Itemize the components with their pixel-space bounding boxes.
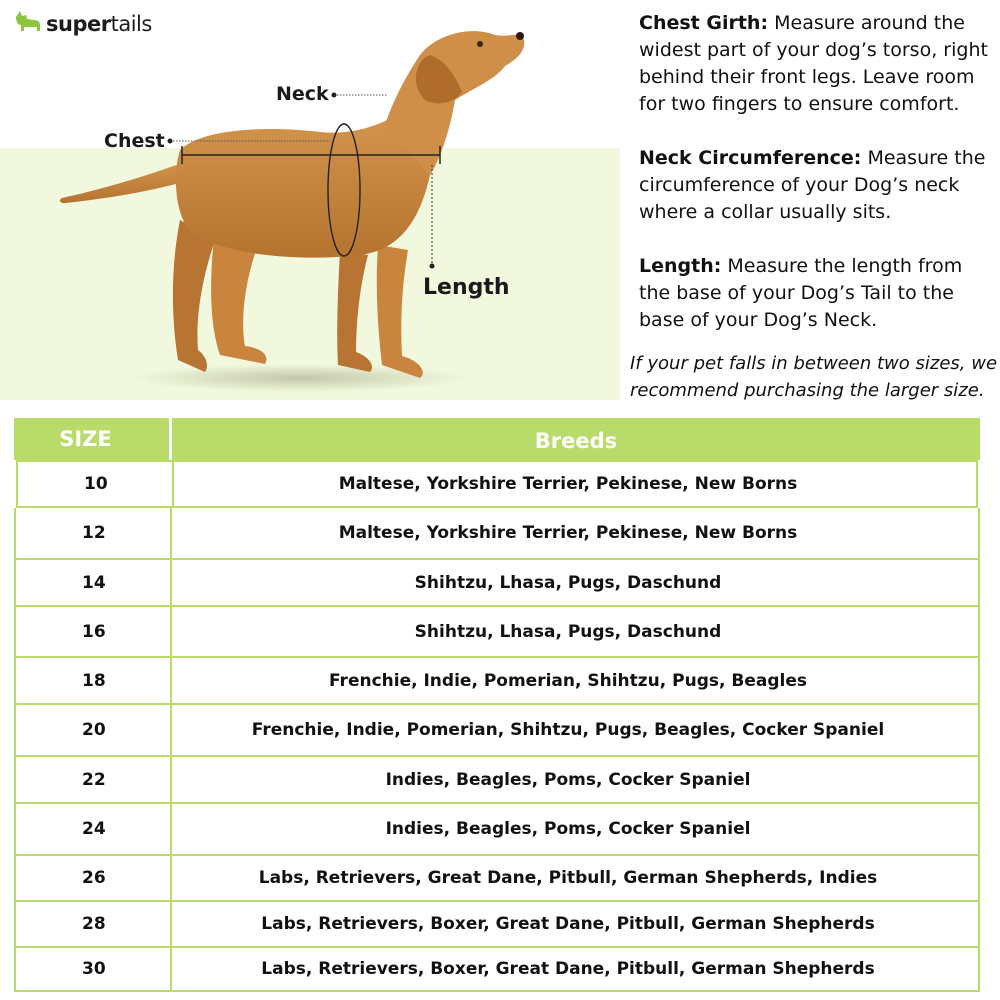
breeds-cell: Frenchie, Indie, Pomerian, Shihtzu, Pugs, Beagles, Cocker Spaniel	[251, 720, 885, 740]
size-cell: 26	[16, 856, 172, 900]
size-cell: 18	[16, 658, 172, 703]
size-cell: 22	[16, 757, 172, 802]
size-cell: 28	[16, 902, 172, 946]
breeds-cell: Indies, Beagles, Poms, Cocker Spaniel	[385, 819, 751, 839]
measurement-instructions	[639, 10, 999, 361]
table-row	[14, 560, 980, 607]
length-instruction: Length: Measure the length from the base of your Dog’s Tail to the base of your Dog’s Neck.	[639, 255, 963, 331]
dog-photo	[0, 0, 620, 400]
length-label: Length	[423, 275, 510, 300]
table-row	[14, 948, 980, 992]
size-cell: 14	[16, 560, 172, 605]
size-cell: 12	[16, 508, 172, 558]
chest-girth-instruction: Chest Girth: Measure around the widest part of your dog’s torso, right behind their front legs. Leave room for two fingers to ensure comfort.	[639, 12, 988, 115]
table-header	[14, 418, 980, 460]
breeds-cell: Shihtzu, Lhasa, Pugs, Daschund	[414, 572, 722, 593]
neck-label: Neck	[276, 83, 329, 105]
size-cell: 24	[16, 804, 172, 854]
size-cell: 30	[16, 948, 172, 990]
table-row	[14, 658, 980, 705]
size-cell: 20	[16, 705, 172, 755]
breeds-cell: Maltese, Yorkshire Terrier, Pekinese, New Borns	[338, 523, 798, 543]
breeds-cell: Labs, Retrievers, Boxer, Great Dane, Pitbull, German Shepherds	[261, 959, 875, 979]
breeds-column-header: Breeds	[534, 429, 618, 453]
breeds-cell: Maltese, Yorkshire Terrier, Pekinese, New Borns	[338, 474, 798, 494]
size-cell: 10	[18, 462, 174, 506]
table-row	[14, 607, 980, 658]
table-row	[14, 757, 980, 804]
size-cell: 16	[16, 607, 172, 656]
size-chart-table	[14, 418, 980, 992]
chest-label: Chest	[104, 130, 165, 152]
size-column-header: SIZE	[14, 418, 172, 460]
table-row	[14, 902, 980, 948]
neck-circumference-instruction: Neck Circumference: Measure the circumference of your Dog’s neck where a collar usually sits.	[639, 147, 986, 223]
table-row	[14, 856, 980, 902]
breeds-cell: Labs, Retrievers, Great Dane, Pitbull, German Shepherds, Indies	[258, 868, 878, 888]
brand-name: supertails	[46, 12, 152, 36]
table-row	[14, 804, 980, 856]
table-row	[14, 508, 980, 560]
table-row	[16, 460, 978, 508]
size-note: If your pet falls in between two sizes, we recommend purchasing the larger size.	[630, 353, 998, 401]
breeds-cell: Frenchie, Indie, Pomerian, Shihtzu, Pugs, Beagles	[329, 670, 807, 691]
breeds-cell: Shihtzu, Lhasa, Pugs, Daschund	[414, 621, 722, 642]
breeds-cell: Indies, Beagles, Poms, Cocker Spaniel	[385, 769, 751, 790]
table-row	[14, 705, 980, 757]
breeds-cell: Labs, Retrievers, Boxer, Great Dane, Pitbull, German Shepherds	[261, 914, 875, 934]
